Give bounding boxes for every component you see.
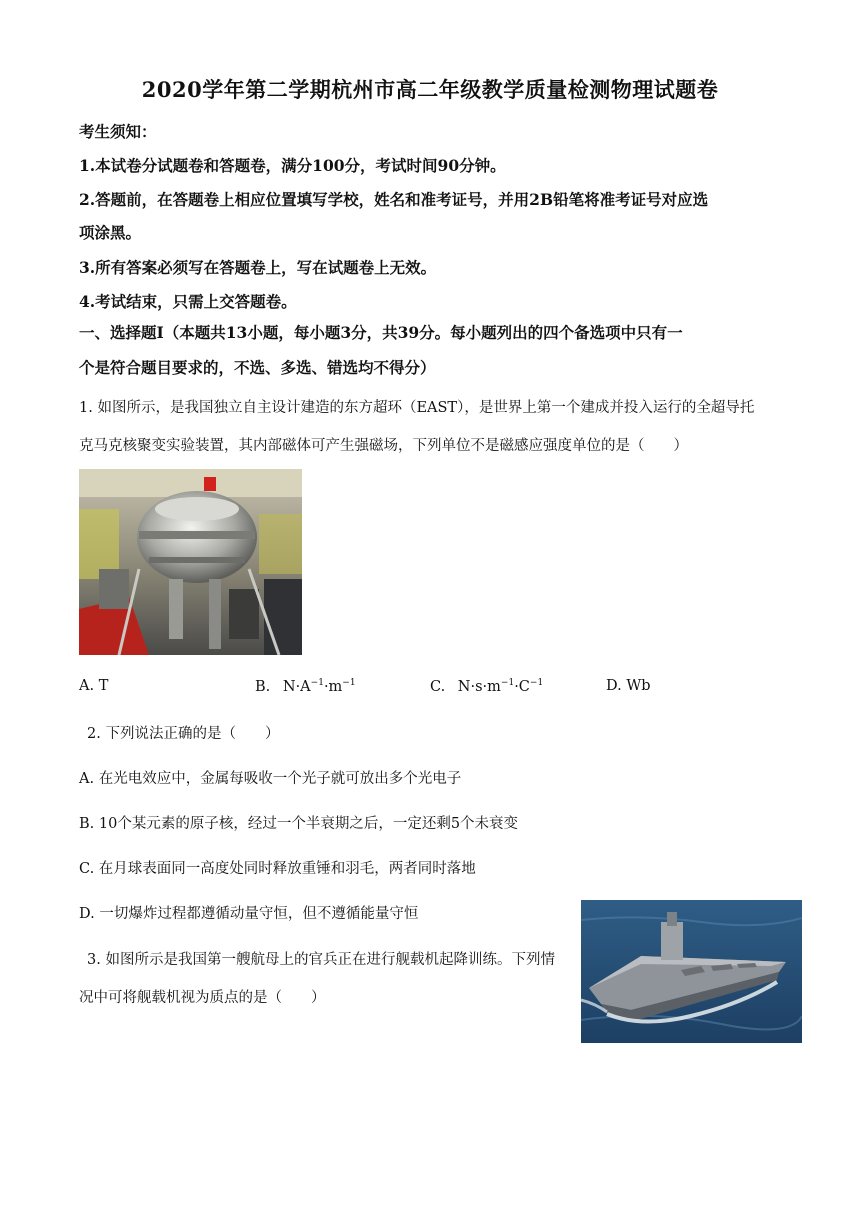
q1-option-b-label: B. — [255, 679, 271, 695]
q1-option-b-expr: $N\cdot A^{-1}\cdot m^{-1}$ — [282, 678, 356, 695]
notice-item-3: 3.所有答案必须写在答题卷上，写在试题卷上无效。 — [79, 258, 437, 277]
q1-option-c-expr: $N\cdot s\cdot m^{-1}\cdot C^{-1}$ — [457, 678, 544, 695]
q2-option-b: B. 10个某元素的原子核，经过一个半衰期之后，一定还剩5个未衰变 — [79, 816, 519, 832]
exam-title: 2020学年第二学期杭州市高二年级教学质量检测物理试题卷 — [141, 77, 719, 102]
q2-stem: 2. 下列说法正确的是（ ） — [87, 726, 280, 742]
notice-item-1: 1.本试卷分试题卷和答题卷，满分100分，考试时间90分钟。 — [79, 156, 506, 175]
q1-stem-line2: 克马克核聚变实验装置，其内部磁体可产生强磁场，下列单位不是磁感应强度单位的是（ ） — [79, 438, 688, 454]
q1-option-d: D. Wb — [606, 678, 651, 694]
q2-option-a: A. 在光电效应中，金属每吸收一个光子就可放出多个光电子 — [79, 771, 462, 787]
section-heading-line2: 个是符合题目要求的，不选、多选、错选均不得分） — [79, 358, 436, 377]
section-heading-line1: 一、选择题Ⅰ（本题共13小题，每小题3分，共39分。每小题列出的四个备选项中只有一 — [79, 323, 683, 342]
notice-item-4: 4.考试结束，只需上交答题卷。 — [79, 292, 297, 311]
q1-option-c-label: C. — [430, 679, 446, 695]
q1-option-a: A. T — [79, 678, 109, 694]
notice-item-2: 2.答题前，在答题卷上相应位置填写学校，姓名和准考证号，并用2B铅笔将准考证号对应选 — [79, 190, 709, 209]
q1-option-b — [255, 678, 356, 695]
notice-heading: 考生须知： — [79, 122, 157, 141]
aircraft-carrier-photo — [581, 900, 802, 1043]
notice-item-2-cont: 项涂黑。 — [79, 223, 142, 242]
q1-option-c — [430, 678, 543, 695]
q2-option-d: D. 一切爆炸过程都遵循动量守恒，但不遵循能量守恒 — [79, 906, 419, 922]
q1-stem-line1: 1. 如图所示，是我国独立自主设计建造的东方超环（EAST），是世界上第一个建成并投入运行的全超导托 — [79, 400, 755, 416]
q3-stem-line1: 3. 如图所示是我国第一艘航母上的官兵正在进行舰载机起降训练。下列情 — [87, 952, 555, 968]
q3-stem-line2: 况中可将舰载机视为质点的是（ ） — [79, 990, 326, 1006]
east-tokamak-photo — [79, 469, 302, 655]
q2-option-c: C. 在月球表面同一高度处同时释放重锤和羽毛，两者同时落地 — [79, 861, 476, 877]
